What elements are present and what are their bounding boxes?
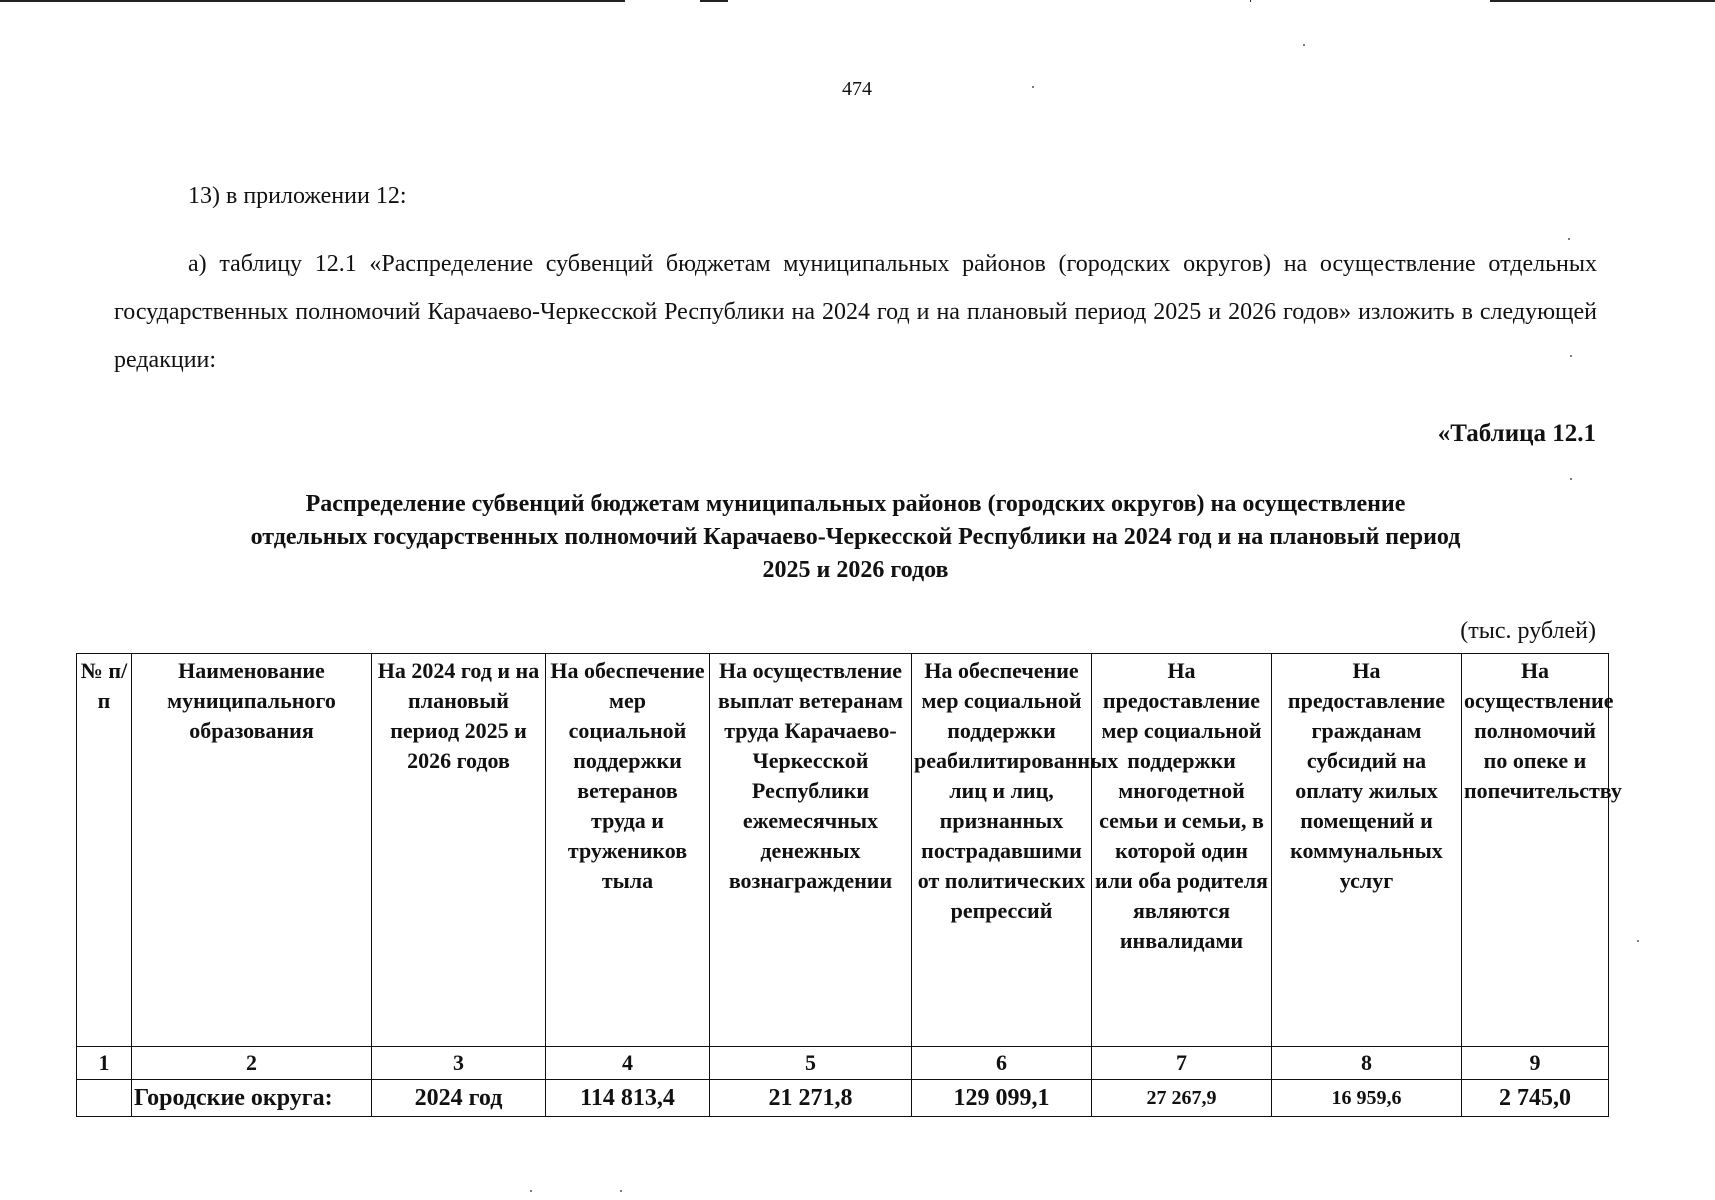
table-cell-value: 27 267,9 [1092, 1080, 1272, 1117]
column-number-cell: 2 [132, 1047, 372, 1080]
table-cell-value: 21 271,8 [710, 1080, 912, 1117]
header-cell-rehabilitated-support: На обеспечение мер социальной поддержки реабилитированных лиц и лиц, признанных пострадавшими от политических репрессий [912, 654, 1092, 1047]
column-number-cell: 7 [1092, 1047, 1272, 1080]
scan-speck [620, 1190, 622, 1192]
table-cell-value: 114 813,4 [546, 1080, 710, 1117]
column-number-cell: 6 [912, 1047, 1092, 1080]
page-number: 474 [842, 78, 872, 100]
header-cell-number: № п/п [77, 654, 132, 1047]
header-cell-large-family-support: На предоставление мер социальной поддержки многодетной семьи и семьи, в которой один или оба родителя являются инвалидами [1092, 654, 1272, 1047]
scan-speck [1570, 478, 1572, 480]
table-title-line: 2025 и 2026 годов [762, 557, 949, 583]
scan-top-line [700, 0, 728, 2]
header-cell-veterans-support: На обеспечение мер социальной поддержки ветеранов труда и тружеников тыла [546, 654, 710, 1047]
column-number-cell: 9 [1462, 1047, 1609, 1080]
table-cell-value: 16 959,6 [1272, 1080, 1462, 1117]
table-row [77, 1080, 1609, 1117]
scan-top-line [1250, 0, 1251, 2]
column-number-cell: 3 [372, 1047, 546, 1080]
scan-speck [530, 1190, 532, 1192]
header-cell-municipality: Наименование муниципального образования [132, 654, 372, 1047]
table-cell-municipality: Городские округа: [132, 1080, 372, 1117]
table-header-row [77, 654, 1609, 1047]
scan-top-line [0, 0, 625, 2]
header-cell-veterans-payments: На осуществление выплат ветеранам труда Карачаево-Черкесской Республики ежемесячных денежных вознаграждении [710, 654, 912, 1047]
intro-subitem: а) таблицу 12.1 «Распределение субвенций бюджетам муниципальных районов (городских округов) на осуществление отдельных государственных полномочий Карачаево-Черкесской Республики на 2024 год и на плановый период 2025 и 2026 годов» изложить в следующей редакции: [114, 251, 1597, 373]
table-cell [77, 1080, 132, 1117]
table-title-line: Распределение субвенций бюджетам муниципальных районов (городских округов) на осуществление [305, 491, 1406, 517]
table-cell-value: 2 745,0 [1462, 1080, 1609, 1117]
column-number-cell: 1 [77, 1047, 132, 1080]
scan-speck [1637, 940, 1639, 942]
column-number-cell: 4 [546, 1047, 710, 1080]
table-title [114, 488, 1597, 587]
header-cell-guardianship: На осуществление полномочий по опеке и попечительству [1462, 654, 1609, 1047]
column-number-cell: 5 [710, 1047, 912, 1080]
intro-item: 13) в приложении 12: [188, 183, 407, 209]
table-label: «Таблица 12.1 [1437, 420, 1596, 447]
header-cell-period: На 2024 год и на плановый период 2025 и 2026 годов [372, 654, 546, 1047]
table-cell-period: 2024 год [372, 1080, 546, 1117]
scan-speck [1303, 44, 1305, 46]
table-title-line: отдельных государственных полномочий Карачаево-Черкесской Республики на 2024 год и на плановый период [250, 524, 1461, 550]
header-cell-housing-subsidies: На предоставление гражданам субсидий на оплату жилых помещений и коммунальных услуг [1272, 654, 1462, 1047]
units-label: (тыс. рублей) [1460, 618, 1596, 644]
subvention-table [76, 653, 1622, 1117]
column-number-cell: 8 [1272, 1047, 1462, 1080]
column-number-row [77, 1047, 1609, 1080]
table-cell-value: 129 099,1 [912, 1080, 1092, 1117]
scan-top-line [1490, 0, 1715, 2]
